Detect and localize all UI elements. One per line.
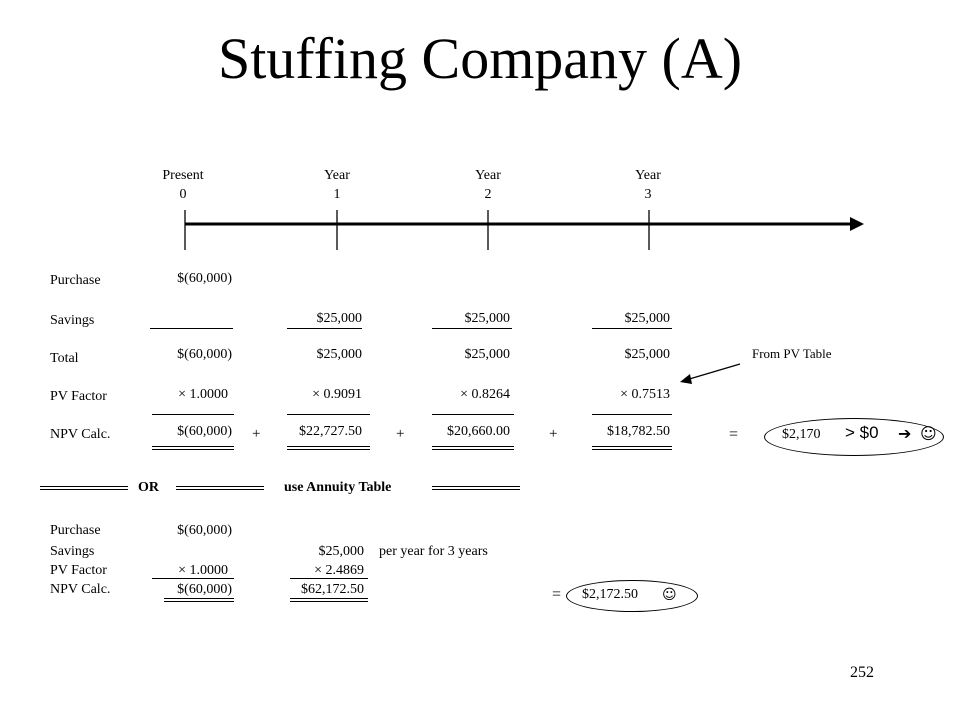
cell-pv-3: × 0.7513 <box>620 387 670 402</box>
cell-total-0: $(60,000) <box>177 347 232 362</box>
period-label: Year <box>324 168 350 183</box>
cell-total-3: $25,000 <box>624 347 670 362</box>
cell-pv-1: × 0.9091 <box>312 387 362 402</box>
annuity-table-label: use Annuity Table <box>284 480 392 495</box>
arrow-right-icon: ➔ <box>898 424 912 443</box>
annuity-double-underline-1 <box>290 598 368 602</box>
underline-savings-1 <box>287 328 362 329</box>
cell-npv-3: $18,782.50 <box>607 424 670 439</box>
divider-segment <box>432 486 520 490</box>
row-label-npv: NPV Calc. <box>50 427 111 442</box>
page-number: 252 <box>850 664 874 681</box>
plus-sign: + <box>396 426 405 442</box>
plus-sign: + <box>549 426 558 442</box>
period-label: Year <box>475 168 501 183</box>
annuity-note: per year for 3 years <box>379 544 488 559</box>
period-label: Present <box>162 168 204 183</box>
row-label-total: Total <box>50 351 79 366</box>
underline-pv-1 <box>287 414 370 415</box>
period-number: 3 <box>644 187 652 203</box>
cell-total-2: $25,000 <box>464 347 510 362</box>
cell-pv-2: × 0.8264 <box>460 387 510 402</box>
annuity-label-purchase: Purchase <box>50 523 101 538</box>
or-label: OR <box>138 480 159 495</box>
underline-pv-3 <box>592 414 672 415</box>
underline-savings-3 <box>592 328 672 329</box>
annuity-underline-pv-1 <box>290 578 368 579</box>
annuity-equals-sign: = <box>552 586 562 603</box>
row-label-purchase: Purchase <box>50 273 101 288</box>
slide-title: Stuffing Company (A) <box>217 26 743 91</box>
annuity-underline-pv-0 <box>152 578 234 579</box>
divider-segment <box>40 486 128 490</box>
underline-savings-2 <box>432 328 512 329</box>
annuity-npv-0: $(60,000) <box>177 582 232 597</box>
underline-savings-0 <box>150 328 233 329</box>
divider-segment <box>176 486 264 490</box>
greater-than-zero: > $0 <box>845 423 879 442</box>
annuity-label-npv: NPV Calc. <box>50 582 111 597</box>
cell-savings-1: $25,000 <box>316 311 362 326</box>
row-label-pv-factor: PV Factor <box>50 389 107 404</box>
smiley-icon: ☺ <box>920 424 937 443</box>
double-underline-npv-0 <box>152 446 234 450</box>
cell-npv-2: $20,660.00 <box>447 424 510 439</box>
double-underline-npv-1 <box>287 446 370 450</box>
cell-savings-3: $25,000 <box>624 311 670 326</box>
annuity-pv-0: × 1.0000 <box>178 563 228 578</box>
equals-sign: = <box>729 426 739 443</box>
annuity-label-savings: Savings <box>50 544 95 559</box>
smiley-icon: ☺ <box>662 587 677 603</box>
annuity-label-pv-factor: PV Factor <box>50 563 107 578</box>
annuity-result: $2,172.50 <box>582 587 638 602</box>
annuity-purchase-0: $(60,000) <box>177 523 232 538</box>
period-number: 1 <box>333 187 341 203</box>
period-number: 0 <box>179 187 187 203</box>
double-underline-npv-3 <box>592 446 672 450</box>
cell-pv-0: × 1.0000 <box>178 387 228 402</box>
npv-result: $2,170 <box>782 427 821 442</box>
cell-total-1: $25,000 <box>316 347 362 362</box>
underline-pv-2 <box>432 414 514 415</box>
annuity-double-underline-0 <box>164 598 234 602</box>
annuity-npv-1: $62,172.50 <box>301 582 364 597</box>
cell-npv-1: $22,727.50 <box>299 424 362 439</box>
pv-table-callout: From PV Table <box>752 346 832 361</box>
cell-savings-2: $25,000 <box>464 311 510 326</box>
row-label-savings: Savings <box>50 313 95 328</box>
underline-pv-0 <box>152 414 234 415</box>
double-underline-npv-2 <box>432 446 514 450</box>
period-number: 2 <box>484 187 492 203</box>
period-label: Year <box>635 168 661 183</box>
annuity-savings-1: $25,000 <box>318 544 364 559</box>
cell-purchase-0: $(60,000) <box>177 271 232 286</box>
annuity-pv-1: × 2.4869 <box>314 563 364 578</box>
cell-npv-0: $(60,000) <box>177 424 232 439</box>
plus-sign: + <box>252 426 261 442</box>
